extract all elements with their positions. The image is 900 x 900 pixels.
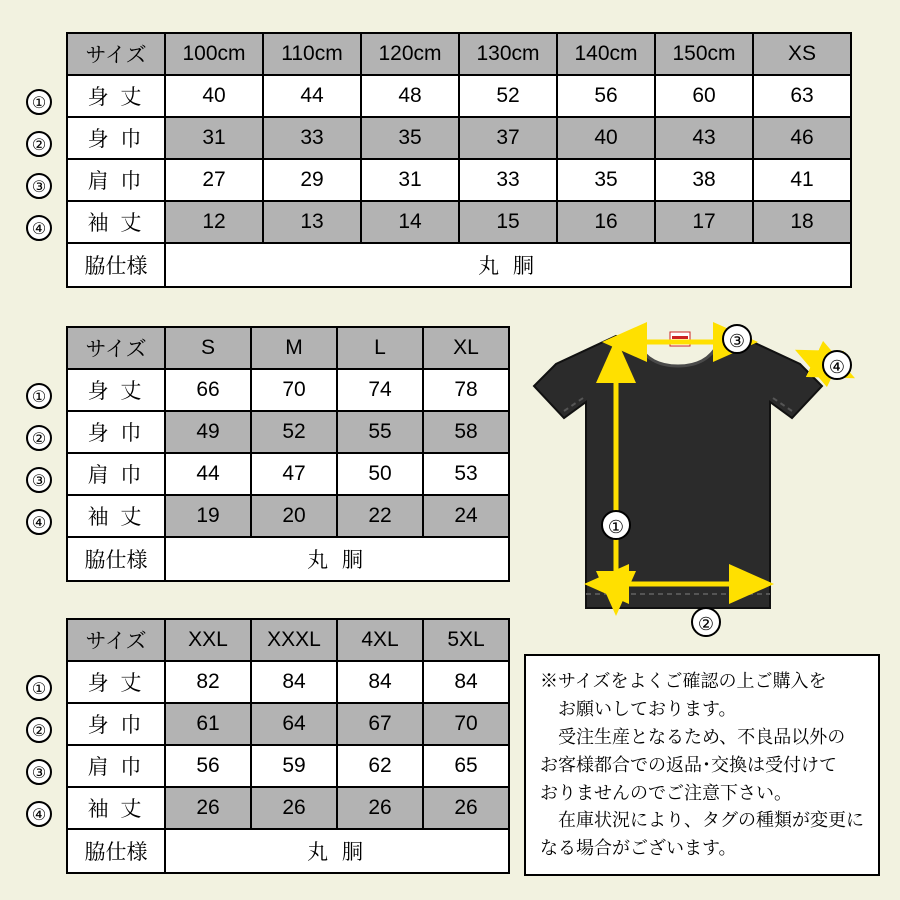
header-cell: M	[251, 327, 337, 369]
table-cell: 67	[337, 703, 423, 745]
table-cell: 17	[655, 201, 753, 243]
table-cell: 84	[337, 661, 423, 703]
table-cell: 29	[263, 159, 361, 201]
table-cell: 43	[655, 117, 753, 159]
adult-size-table	[66, 326, 510, 582]
header-cell: 110cm	[263, 33, 361, 75]
table-cell: 16	[557, 201, 655, 243]
table-cell: 74	[337, 369, 423, 411]
header-cell: サイズ	[67, 327, 165, 369]
table-cell: 35	[557, 159, 655, 201]
table-row	[67, 745, 509, 787]
table-cell: 52	[459, 75, 557, 117]
table-row	[67, 201, 851, 243]
table-cell: 84	[251, 661, 337, 703]
row-marker-1: ①	[26, 675, 52, 701]
table-cell: 33	[263, 117, 361, 159]
table-footer-row	[67, 829, 509, 873]
row-label: 袖 丈	[67, 495, 165, 537]
adult-size-table-wrapper	[31, 326, 510, 582]
table-cell: 24	[423, 495, 509, 537]
illustration-marker-3: ③	[722, 324, 752, 354]
table-row	[67, 75, 851, 117]
header-cell: L	[337, 327, 423, 369]
table-footer-row	[67, 537, 509, 581]
row-marker-4: ④	[26, 509, 52, 535]
table-cell: 12	[165, 201, 263, 243]
table-row	[67, 159, 851, 201]
table-cell: 18	[753, 201, 851, 243]
row-label: 肩 巾	[67, 453, 165, 495]
row-label: 身 丈	[67, 369, 165, 411]
note-line: おりませんのでご注意下さい。	[540, 782, 792, 803]
note-line: ※サイズをよくご確認の上ご購入を	[540, 671, 827, 691]
table-header-row	[67, 33, 851, 75]
row-label: 袖 丈	[67, 787, 165, 829]
row-label: 身 巾	[67, 703, 165, 745]
row-label: 身 丈	[67, 661, 165, 703]
row-marker-4: ④	[26, 801, 52, 827]
table-cell: 14	[361, 201, 459, 243]
header-cell: 120cm	[361, 33, 459, 75]
row-marker-2: ②	[26, 131, 52, 157]
side-spec-label: 脇仕様	[67, 829, 165, 873]
table-cell: 26	[251, 787, 337, 829]
header-cell: S	[165, 327, 251, 369]
table-cell: 62	[337, 745, 423, 787]
row-marker-3: ③	[26, 173, 52, 199]
note-line: なる場合がございます。	[540, 838, 737, 859]
table-cell: 65	[423, 745, 509, 787]
row-label: 袖 丈	[67, 201, 165, 243]
table-cell: 26	[165, 787, 251, 829]
table-cell: 70	[423, 703, 509, 745]
header-cell: 150cm	[655, 33, 753, 75]
side-spec-value: 丸 胴	[165, 243, 851, 287]
table-cell: 15	[459, 201, 557, 243]
table-cell: 20	[251, 495, 337, 537]
table-cell: 44	[263, 75, 361, 117]
note-line: 受注生産となるため、不良品以外の	[558, 726, 846, 747]
table-cell: 84	[423, 661, 509, 703]
illustration-marker-1: ①	[601, 510, 631, 540]
side-spec-label: 脇仕様	[67, 243, 165, 287]
header-cell: 100cm	[165, 33, 263, 75]
row-label: 身 巾	[67, 411, 165, 453]
note-line: お願いしております。	[558, 698, 737, 719]
tshirt-shape	[534, 332, 822, 608]
table-row	[67, 369, 509, 411]
header-cell: XXL	[165, 619, 251, 661]
table-cell: 40	[557, 117, 655, 159]
row-label: 肩 巾	[67, 745, 165, 787]
header-cell: XS	[753, 33, 851, 75]
table-row	[67, 117, 851, 159]
kids-size-table-wrapper	[31, 32, 852, 288]
table-header-row	[67, 619, 509, 661]
row-marker-4: ④	[26, 215, 52, 241]
row-marker-2: ②	[26, 717, 52, 743]
table-cell: 82	[165, 661, 251, 703]
side-spec-value: 丸 胴	[165, 537, 509, 581]
table-cell: 49	[165, 411, 251, 453]
row-marker-1: ①	[26, 89, 52, 115]
table-cell: 59	[251, 745, 337, 787]
table-header-row	[67, 327, 509, 369]
note-line: お客様都合での返品･交換は受付けて	[540, 754, 837, 775]
table-cell: 55	[337, 411, 423, 453]
table-cell: 40	[165, 75, 263, 117]
row-marker-3: ③	[26, 759, 52, 785]
table-cell: 46	[753, 117, 851, 159]
table-cell: 41	[753, 159, 851, 201]
table-cell: 44	[165, 453, 251, 495]
table-cell: 63	[753, 75, 851, 117]
header-cell: XL	[423, 327, 509, 369]
table-row	[67, 703, 509, 745]
large-size-table-wrapper	[31, 618, 510, 874]
purchase-note-box	[524, 654, 880, 876]
table-cell: 22	[337, 495, 423, 537]
header-cell: 5XL	[423, 619, 509, 661]
header-cell: 130cm	[459, 33, 557, 75]
table-row	[67, 495, 509, 537]
table-cell: 47	[251, 453, 337, 495]
row-marker-3: ③	[26, 467, 52, 493]
row-label: 肩 巾	[67, 159, 165, 201]
illustration-marker-2: ②	[691, 607, 721, 637]
table-cell: 56	[165, 745, 251, 787]
table-row	[67, 787, 509, 829]
table-cell: 26	[337, 787, 423, 829]
large-size-table	[66, 618, 510, 874]
table-cell: 50	[337, 453, 423, 495]
table-cell: 31	[361, 159, 459, 201]
table-cell: 19	[165, 495, 251, 537]
table-cell: 27	[165, 159, 263, 201]
note-line: 在庫状況により、タグの種類が変更に	[558, 810, 864, 831]
header-cell: サイズ	[67, 619, 165, 661]
table-cell: 70	[251, 369, 337, 411]
header-cell: 140cm	[557, 33, 655, 75]
side-spec-value: 丸 胴	[165, 829, 509, 873]
table-cell: 60	[655, 75, 753, 117]
table-row	[67, 453, 509, 495]
row-label: 身 巾	[67, 117, 165, 159]
table-cell: 52	[251, 411, 337, 453]
table-cell: 61	[165, 703, 251, 745]
table-cell: 56	[557, 75, 655, 117]
table-cell: 37	[459, 117, 557, 159]
table-cell: 64	[251, 703, 337, 745]
row-marker-1: ①	[26, 383, 52, 409]
table-cell: 13	[263, 201, 361, 243]
table-cell: 26	[423, 787, 509, 829]
tshirt-illustration	[520, 312, 890, 652]
table-row	[67, 661, 509, 703]
table-cell: 78	[423, 369, 509, 411]
table-row	[67, 411, 509, 453]
table-cell: 38	[655, 159, 753, 201]
table-cell: 35	[361, 117, 459, 159]
header-cell: 4XL	[337, 619, 423, 661]
table-cell: 66	[165, 369, 251, 411]
table-cell: 58	[423, 411, 509, 453]
illustration-marker-4: ④	[822, 350, 852, 380]
side-spec-label: 脇仕様	[67, 537, 165, 581]
table-footer-row	[67, 243, 851, 287]
table-cell: 48	[361, 75, 459, 117]
table-cell: 31	[165, 117, 263, 159]
table-cell: 53	[423, 453, 509, 495]
table-cell: 33	[459, 159, 557, 201]
row-label: 身 丈	[67, 75, 165, 117]
header-cell: サイズ	[67, 33, 165, 75]
header-cell: XXXL	[251, 619, 337, 661]
row-marker-2: ②	[26, 425, 52, 451]
kids-size-table	[66, 32, 852, 288]
